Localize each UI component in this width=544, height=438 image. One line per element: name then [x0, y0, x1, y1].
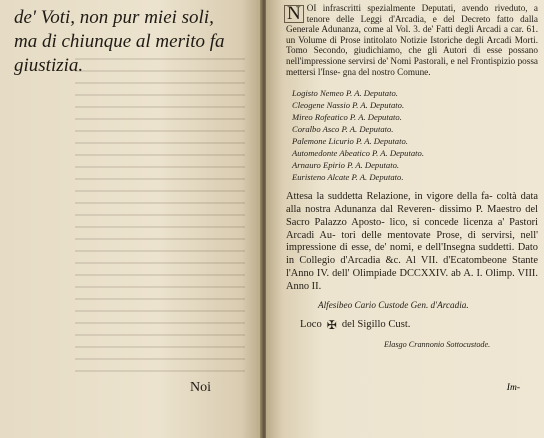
- left-page: [0, 0, 262, 438]
- attestation-line: suddetti. Dato in Collegio d'Arcadia &c. Al: [286, 242, 539, 267]
- deputy-signature: Logisto Nemeo P. A. Deputato.: [292, 88, 398, 99]
- attestation-line: impressione di esse, de' nomi, e dell'Insegna: [286, 242, 479, 254]
- report-line: gna del nostro Comune.: [342, 66, 431, 77]
- deputy-signature: Arnauro Epirio P. A. Deputato.: [292, 160, 400, 171]
- drop-initial: N: [284, 5, 304, 23]
- report-line: di Prose intitolato Notizie Istoriche degli Arcadi: [329, 34, 515, 45]
- report-line: di esse possano nell'impressione servirsi de' Nomi: [286, 45, 538, 66]
- right-catchword: Im-: [506, 383, 520, 393]
- report-line: Vol. 3. de' Fatti degli Arcadi a car. 61. un Volume: [286, 24, 539, 45]
- report-line: OI infrascritti spezialmente Deputati, avendo: [306, 3, 495, 13]
- report-line: Morti. Tomo Secondo, giudichiamo, che gli Autori: [286, 34, 538, 56]
- attestation-line: Olimpiade DCCXXIV. ab A. I. Olimp. VIII.: [352, 267, 538, 279]
- left-page-text: [14, 6, 254, 78]
- deputy-signature: Automedonte Abeatico P. A. Deputato.: [292, 148, 424, 159]
- attestation-line: dissimo P. Maestro del Sacro Palazzo Aposto-: [286, 203, 538, 228]
- bleed-through-text: [75, 48, 245, 378]
- report-line: Pastorali, e nel Frontispizio possa mettersi l'Inse-: [286, 55, 538, 77]
- left-catchword: Noi: [190, 380, 211, 395]
- deputy-signature: Cleogene Nassio P. A. Deputato.: [292, 100, 405, 111]
- attestation-line: Attesa la suddetta Relazione, in vigore della fa-: [286, 191, 497, 203]
- attestation-paragraph: [286, 191, 538, 293]
- attestation-line: lico, si concede licenza a' Pastori Arcadi Au-: [286, 216, 538, 241]
- seal-line: [300, 320, 538, 331]
- left-line: ma di chiunque al merito fa: [14, 31, 225, 52]
- custode-signature: Alfesibeo Cario Custode Gen. d'Arcadia.: [318, 299, 469, 310]
- seal-cross-icon: ✠: [326, 318, 337, 333]
- report-line: riveduto, a tenore delle Leggi d'Arcadia, e del: [306, 3, 538, 24]
- report-line: Decreto fatto dalla Generale Adunanza, come al: [286, 13, 539, 35]
- deputies-list: [292, 87, 538, 183]
- deputy-signature: Coralbo Asco P. A. Deputato.: [292, 124, 394, 135]
- attestation-line: tori delle mentovate Prose, di servirsi, nell': [341, 229, 538, 241]
- deputy-signature: Palemone Licurio P. A. Deputato.: [292, 136, 408, 147]
- seal-label-after: del Sigillo Cust.: [341, 319, 411, 331]
- right-page-text: [286, 3, 538, 350]
- seal-label-before: Loco: [300, 319, 322, 331]
- left-line: giustizia.: [14, 55, 84, 76]
- attestation-line: Anno II.: [286, 280, 322, 292]
- left-line: de' Voti, non pur miei soli,: [14, 7, 214, 28]
- deputy-signature: Euristeno Alcate P. A. Deputato.: [292, 172, 404, 183]
- deputies-report: [286, 3, 538, 77]
- right-page: [266, 0, 544, 438]
- deputy-signature: Mireo Rofeatico P. A. Deputato.: [292, 112, 402, 123]
- attestation-line: coltà data alla nostra Adunanza dal Reveren-: [286, 191, 538, 215]
- attestation-line: VII. d'Ecatombeone Stante l'Anno IV. dell': [286, 255, 538, 279]
- subcustode-signature: Elasgo Crannonio Sottocustode.: [384, 339, 491, 349]
